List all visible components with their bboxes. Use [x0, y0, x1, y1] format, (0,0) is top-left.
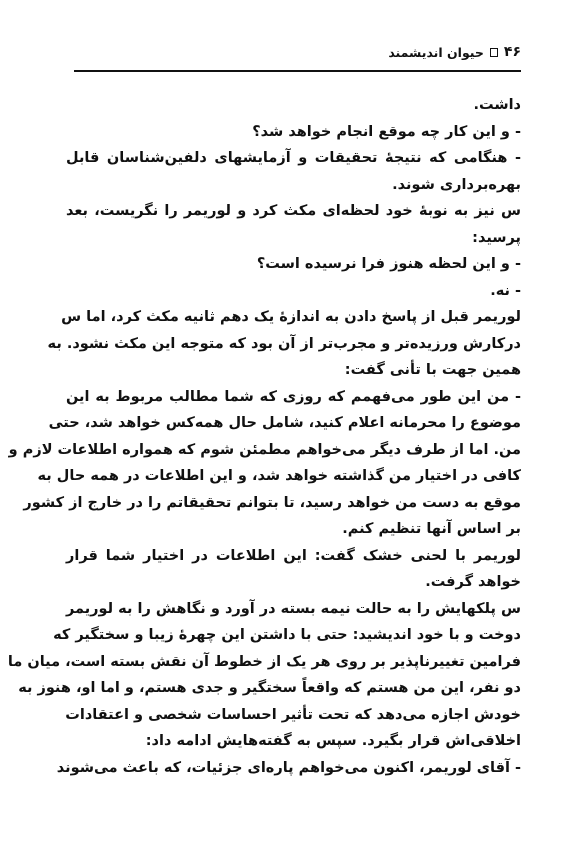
- body-text: [7, 92, 521, 781]
- text-line: کافی در اختیار من گذاشته خواهد شد، و این اطلاعات در همه حال به: [37, 468, 521, 484]
- text-line: لوریمر با لحنی خشک گفت: این اطلاعات در اختیار شما قرار: [66, 547, 521, 564]
- text-line: س نیز به نوبهٔ خود لحظه‌ای مکث کرد و لوریمر را نگریست، بعد: [66, 203, 521, 219]
- book-title: حیوان اندیشمند: [388, 44, 484, 60]
- text-line: بر اساس آنها تنظیم کنم.: [342, 521, 521, 537]
- text-line: موضوع را محرمانه اعلام کنید، شامل حال همه‌کس خواهد شد، حتی: [48, 415, 521, 431]
- text-line: خواهد گرفت.: [425, 574, 521, 590]
- text-line: داشت.: [473, 97, 521, 113]
- text-line: موقع به دست من خواهد رسید، تا بتوانم تحقیقاتم را در خارج از کشور: [23, 494, 521, 511]
- text-line: پرسید:: [472, 229, 521, 246]
- text-line: دو نفر، این من هستم که واقعاً سختگیر و جدی هستم، و اما او، هنوز به: [18, 680, 521, 696]
- text-line: من. اما از طرف دیگر می‌خواهم مطمئن شوم که همواره اطلاعات لازم و: [8, 441, 521, 458]
- text-line: - هنگامی که نتیجهٔ تحقیقات و آزمایشهای دلفین‌شناسان قابل: [66, 150, 521, 166]
- page-number: ۴۶: [503, 44, 521, 60]
- text-line: دوخت و با خود اندیشید: حتی با داشتن این چهرهٔ زیبا و سختگیر که: [53, 627, 521, 643]
- text-line: فرامین تغییرناپذیر بر روی هر یک از خطوط آن نقش بسته است، میان ما: [7, 653, 521, 670]
- text-line: همین جهت با تأنی گفت:: [344, 362, 521, 378]
- header-divider: [74, 70, 521, 72]
- text-line: لوریمر قبل از پاسخ دادن به اندازهٔ یک دهم ثانیه مکث کرد، اما س: [61, 309, 521, 325]
- text-line: خودش اجازه می‌دهد که تحت تأثیر احساسات شخصی و اعتقادات: [65, 706, 521, 723]
- header-square-icon: [490, 48, 498, 57]
- text-line: - و این کار چه موقع انجام خواهد شد؟: [252, 123, 521, 140]
- text-line: - من این طور می‌فهمم که روزی که شما مطالب مربوط به این: [66, 388, 521, 405]
- page-header: [66, 40, 521, 64]
- text-line: س پلکهایش را به حالت نیمه بسته در آورد و نگاهش را به لوریمر: [66, 600, 521, 617]
- text-line: - نه.: [490, 282, 521, 299]
- text-line: درکارش ورزیده‌تر و مجرب‌تر از آن بود که متوجه این مکث نشود. به: [47, 335, 521, 352]
- text-line: - آقای لوریمر، اکنون می‌خواهم پاره‌ای جزئیات، که باعث می‌شوند: [56, 759, 521, 776]
- text-line: اخلاقی‌اش قرار بگیرد. سپس به گفته‌هایش ادامه داد:: [145, 733, 521, 749]
- text-line: - و این لحظه هنوز فرا نرسیده است؟: [256, 256, 521, 272]
- text-line: بهره‌برداری شوند.: [392, 176, 521, 193]
